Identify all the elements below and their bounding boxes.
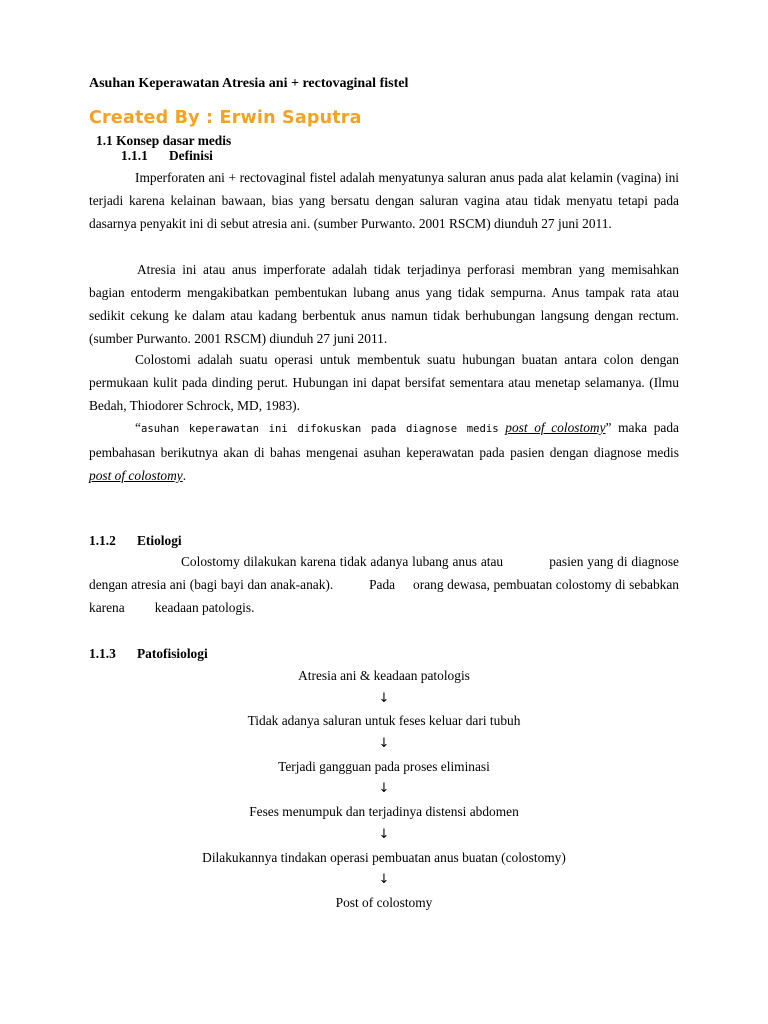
- etiologi-paragraph: [89, 550, 683, 619]
- paragraph-text: ” maka pada pembahasan berikutnya akan di bahas mengenai asuhan keperawatan pada pasien dengan diagnose medis: [89, 420, 679, 460]
- flow-step: Atresia ani & keadaan patologis: [298, 668, 470, 683]
- monospace-text: asuhan keperawatan ini difokuskan pada diagnose medis: [140, 423, 499, 435]
- subsection-number: 1.1.1: [121, 148, 148, 163]
- subsection-label: Etiologi: [137, 533, 182, 548]
- subsection-number: 1.1.2: [89, 533, 116, 548]
- subsection-heading-patofisiologi: [89, 646, 208, 662]
- down-arrow-icon: ↓: [378, 872, 390, 888]
- down-arrow-icon: ↓: [378, 736, 390, 752]
- definisi-paragraph-3: [89, 348, 679, 417]
- patofisiologi-flowchart: [89, 665, 679, 915]
- emphasis-term: post of colostomy: [505, 420, 606, 435]
- emphasis-term: post of colostomy: [89, 468, 183, 483]
- down-arrow-icon: ↓: [378, 781, 390, 797]
- subsection-label: Patofisiologi: [137, 646, 208, 661]
- paragraph-text: Colostomi adalah suatu operasi untuk membentuk suatu hubungan buatan antara colon dengan permukaan kulit pada dinding perut. Hubungan ini dapat bersifat sementara atau menetap selamanya. (Ilmu Bedah, Thiodorer Schrock, MD, 1983).: [89, 352, 679, 413]
- flow-step: Dilakukannya tindakan operasi pembuatan anus buatan (colostomy): [202, 849, 566, 865]
- flow-step: Post of colostomy: [335, 894, 433, 910]
- paragraph-text: Imperforaten ani + rectovaginal fistel adalah menyatunya saluran anus pada alat kelamin (vagina) ini terjadi karena kelainan bawaan, bias yang bersatu dengan saluran vagina atau tidak menyatu tetapi pada dasarnya penyakit ini di sebut atresia ani. (sumber Purwanto. 2001 RSCM) diunduh 27 juni 2011.: [89, 170, 679, 231]
- paragraph-text: Atresia ini atau anus imperforate adalah tidak terjadinya perforasi membran yang memisahkan bagian entoderm mengakibatkan pembentukan lubang anus yang tidak sempurna. Anus tampak rata atau sedikit cekung ke dalam atau kadang berbentuk anus namun tidak berhubungan langsung dengan rectum. (sumber Purwanto. 2001 RSCM) diunduh 27 juni 2011.: [89, 262, 679, 346]
- subsection-heading-definisi: [121, 148, 213, 164]
- down-arrow-icon: ↓: [378, 690, 390, 706]
- definisi-paragraph-2: [89, 258, 679, 350]
- document-title: Asuhan Keperawatan Atresia ani + rectovaginal fistel: [89, 76, 409, 91]
- down-arrow-icon: ↓: [378, 826, 390, 842]
- subsection-label: Definisi: [169, 148, 213, 163]
- subsection-heading-etiologi: [89, 533, 182, 549]
- flow-step: Feses menumpuk dan terjadinya distensi abdomen: [249, 804, 519, 820]
- definisi-paragraph-1: [89, 166, 679, 235]
- definisi-paragraph-4: [89, 416, 679, 487]
- subsection-number: 1.1.3: [89, 646, 116, 661]
- section-heading-1-1: 1.1 Konsep dasar medis: [96, 133, 232, 148]
- paragraph-text: Colostomy dilakukan karena tidak adanya lubang anus atau pasien yang di diagnose dengan atresia ani (bagi bayi dan anak-anak). Pada orang dewasa, pembuatan colostomy di sebabkan karena keadaan patologis.: [89, 554, 683, 615]
- author-credit: Created By : Erwin Saputra: [89, 108, 362, 128]
- period: .: [182, 468, 187, 483]
- flow-step: Terjadi gangguan pada proses eliminasi: [278, 758, 490, 774]
- flow-step: Tidak adanya saluran untuk feses keluar dari tubuh: [247, 713, 521, 729]
- open-quote: “: [135, 420, 141, 435]
